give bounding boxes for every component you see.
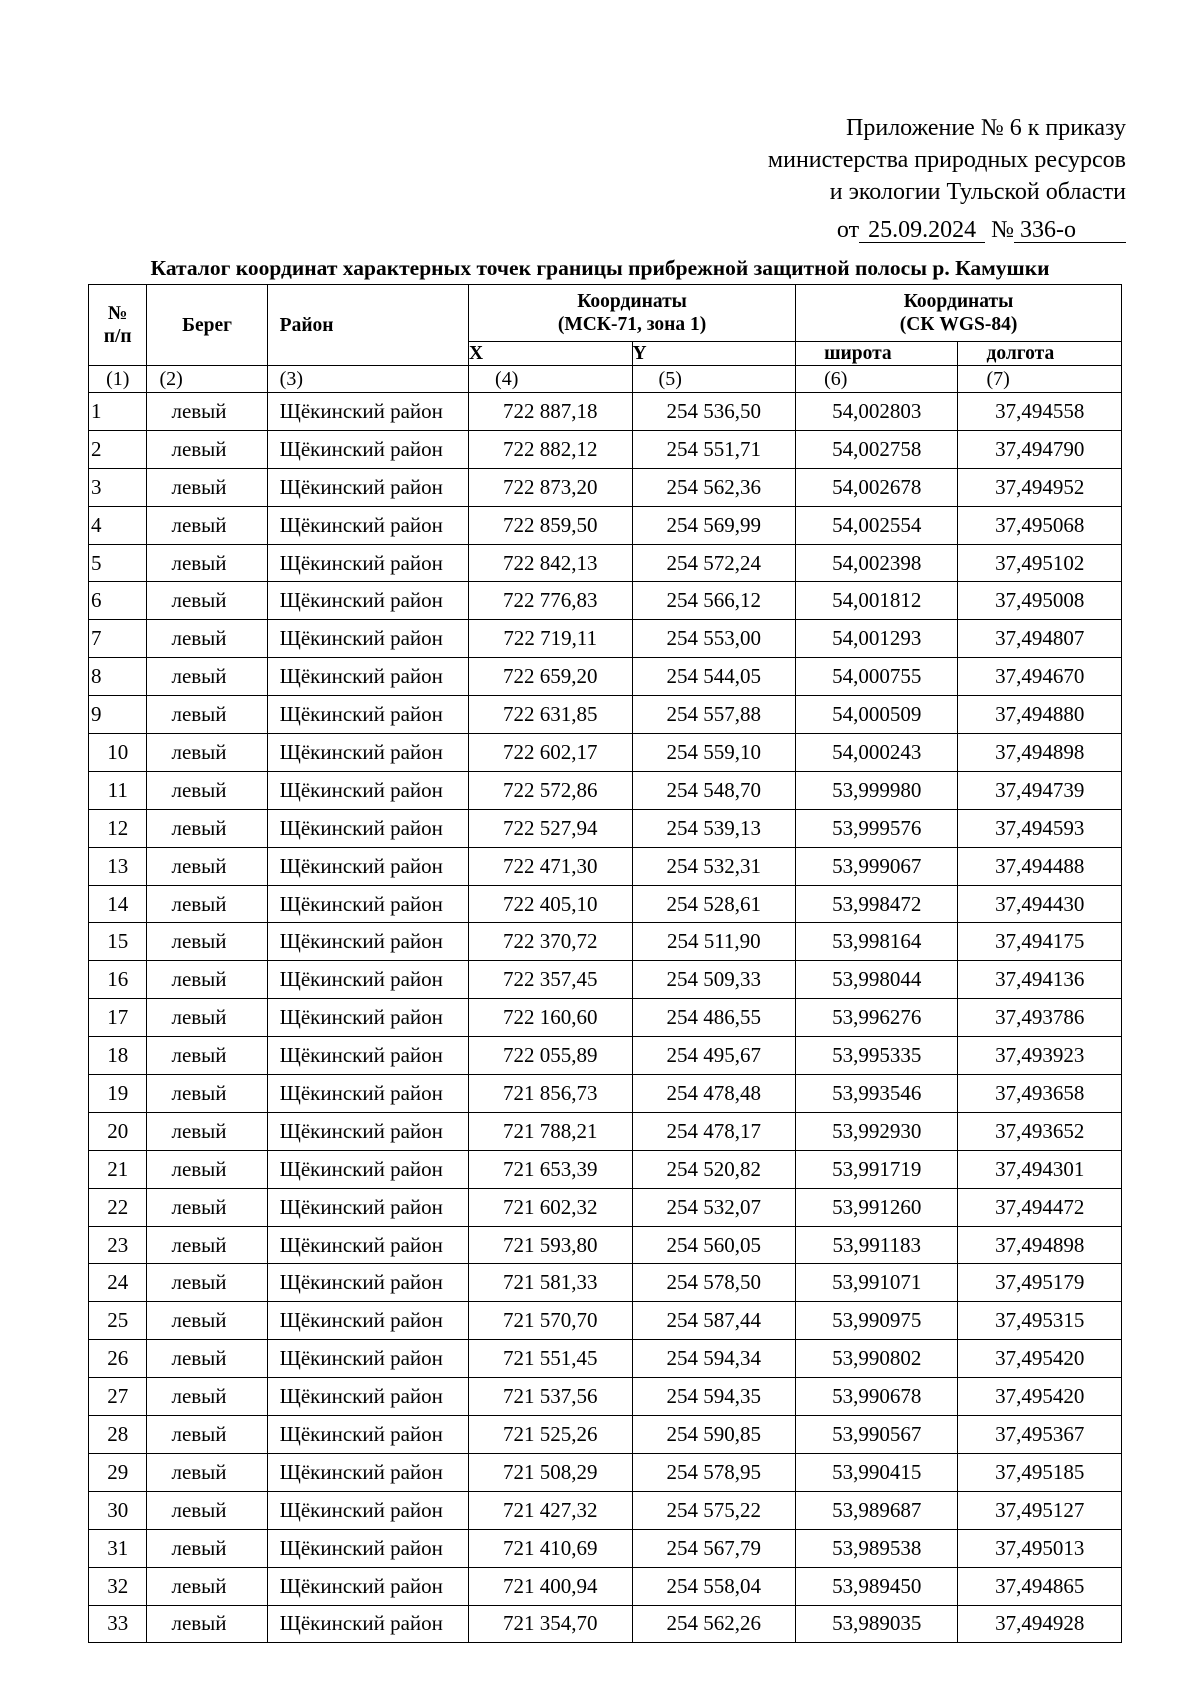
cell-y: 254 567,79 bbox=[632, 1529, 796, 1567]
cell-number: 10 bbox=[89, 734, 147, 772]
table-row bbox=[89, 506, 1122, 544]
cell-district: Щёкинский район bbox=[267, 1605, 468, 1643]
cell-number: 22 bbox=[89, 1188, 147, 1226]
cell-x: 721 400,94 bbox=[469, 1567, 633, 1605]
coordinates-table bbox=[88, 284, 1122, 1643]
table-body bbox=[89, 393, 1122, 1643]
cell-district: Щёкинский район bbox=[267, 809, 468, 847]
cell-bank: левый bbox=[147, 923, 267, 961]
table-row bbox=[89, 771, 1122, 809]
cell-bank: левый bbox=[147, 506, 267, 544]
cell-longitude: 37,494301 bbox=[958, 1150, 1122, 1188]
cell-longitude: 37,494136 bbox=[958, 961, 1122, 999]
cell-number: 32 bbox=[89, 1567, 147, 1605]
cell-longitude: 37,495008 bbox=[958, 582, 1122, 620]
cell-longitude: 37,494807 bbox=[958, 620, 1122, 658]
cell-longitude: 37,493923 bbox=[958, 1037, 1122, 1075]
cell-number: 20 bbox=[89, 1112, 147, 1150]
cell-latitude: 53,991183 bbox=[796, 1226, 958, 1264]
cell-longitude: 37,493658 bbox=[958, 1075, 1122, 1113]
cell-y: 254 528,61 bbox=[632, 885, 796, 923]
table-row bbox=[89, 582, 1122, 620]
cell-number: 25 bbox=[89, 1302, 147, 1340]
cell-bank: левый bbox=[147, 1112, 267, 1150]
cell-district: Щёкинский район bbox=[267, 393, 468, 431]
cell-bank: левый bbox=[147, 1302, 267, 1340]
order-number: 336-о bbox=[1014, 218, 1126, 243]
table-row bbox=[89, 620, 1122, 658]
cell-x: 721 354,70 bbox=[469, 1605, 633, 1643]
cell-latitude: 54,000755 bbox=[796, 658, 958, 696]
cell-latitude: 53,999980 bbox=[796, 771, 958, 809]
cell-latitude: 53,995335 bbox=[796, 1037, 958, 1075]
table-row bbox=[89, 961, 1122, 999]
cell-number: 28 bbox=[89, 1416, 147, 1454]
table-row bbox=[89, 999, 1122, 1037]
table-row bbox=[89, 658, 1122, 696]
cell-x: 722 055,89 bbox=[469, 1037, 633, 1075]
cell-district: Щёкинский район bbox=[267, 468, 468, 506]
document-title: Каталог координат характерных точек границы прибрежной защитной полосы р. Камушки bbox=[150, 256, 1050, 280]
cell-district: Щёкинский район bbox=[267, 1453, 468, 1491]
table-row bbox=[89, 923, 1122, 961]
header-x: X bbox=[469, 342, 633, 366]
header-district: Район bbox=[267, 285, 468, 366]
cell-x: 721 856,73 bbox=[469, 1075, 633, 1113]
cell-longitude: 37,494430 bbox=[958, 885, 1122, 923]
cell-longitude: 37,495185 bbox=[958, 1453, 1122, 1491]
order-reference bbox=[768, 214, 1126, 246]
cell-latitude: 53,996276 bbox=[796, 999, 958, 1037]
cell-longitude: 37,494952 bbox=[958, 468, 1122, 506]
header-line-2: министерства природных ресурсов bbox=[767, 147, 1126, 173]
cell-bank: левый bbox=[147, 468, 267, 506]
cell-y: 254 553,00 bbox=[632, 620, 796, 658]
cell-district: Щёкинский район bbox=[267, 1264, 468, 1302]
cell-bank: левый bbox=[147, 885, 267, 923]
table-row bbox=[89, 1226, 1122, 1264]
table-row bbox=[89, 696, 1122, 734]
cell-y: 254 575,22 bbox=[632, 1491, 796, 1529]
cell-x: 721 788,21 bbox=[469, 1112, 633, 1150]
cell-bank: левый bbox=[147, 1075, 267, 1113]
cell-latitude: 53,989035 bbox=[796, 1605, 958, 1643]
header-lon: долгота bbox=[958, 342, 1122, 366]
cell-longitude: 37,494488 bbox=[958, 847, 1122, 885]
cell-x: 722 357,45 bbox=[469, 961, 633, 999]
cell-number: 9 bbox=[89, 696, 147, 734]
cell-bank: левый bbox=[147, 1453, 267, 1491]
cell-x: 722 527,94 bbox=[469, 809, 633, 847]
cell-x: 722 842,13 bbox=[469, 544, 633, 582]
cell-x: 721 525,26 bbox=[469, 1416, 633, 1454]
cell-bank: левый bbox=[147, 734, 267, 772]
cell-number: 8 bbox=[89, 658, 147, 696]
cell-district: Щёкинский район bbox=[267, 430, 468, 468]
cell-latitude: 53,999067 bbox=[796, 847, 958, 885]
cell-y: 254 544,05 bbox=[632, 658, 796, 696]
cell-y: 254 558,04 bbox=[632, 1567, 796, 1605]
cell-district: Щёкинский район bbox=[267, 961, 468, 999]
table-row bbox=[89, 430, 1122, 468]
cell-y: 254 569,99 bbox=[632, 506, 796, 544]
cell-number: 4 bbox=[89, 506, 147, 544]
cell-number: 3 bbox=[89, 468, 147, 506]
cell-bank: левый bbox=[147, 847, 267, 885]
cell-bank: левый bbox=[147, 1567, 267, 1605]
cell-y: 254 532,31 bbox=[632, 847, 796, 885]
cell-x: 721 537,56 bbox=[469, 1378, 633, 1416]
cell-number: 23 bbox=[89, 1226, 147, 1264]
cell-latitude: 54,002758 bbox=[796, 430, 958, 468]
table-row bbox=[89, 1567, 1122, 1605]
cell-x: 721 570,70 bbox=[469, 1302, 633, 1340]
cell-bank: левый bbox=[147, 1529, 267, 1567]
cell-latitude: 53,998044 bbox=[796, 961, 958, 999]
cell-longitude: 37,494593 bbox=[958, 809, 1122, 847]
cell-longitude: 37,495315 bbox=[958, 1302, 1122, 1340]
cell-number: 12 bbox=[89, 809, 147, 847]
cell-bank: левый bbox=[147, 809, 267, 847]
cell-x: 721 410,69 bbox=[469, 1529, 633, 1567]
header-line-3: и экологии Тульской области bbox=[829, 179, 1126, 205]
cell-longitude: 37,495127 bbox=[958, 1491, 1122, 1529]
cell-latitude: 53,990415 bbox=[796, 1453, 958, 1491]
cell-district: Щёкинский район bbox=[267, 1567, 468, 1605]
cell-bank: левый bbox=[147, 1416, 267, 1454]
cell-y: 254 536,50 bbox=[632, 393, 796, 431]
cell-district: Щёкинский район bbox=[267, 696, 468, 734]
table-row bbox=[89, 1150, 1122, 1188]
cell-bank: левый bbox=[147, 696, 267, 734]
cell-latitude: 53,990567 bbox=[796, 1416, 958, 1454]
cell-bank: левый bbox=[147, 620, 267, 658]
cell-district: Щёкинский район bbox=[267, 582, 468, 620]
table-row bbox=[89, 809, 1122, 847]
cell-x: 722 572,86 bbox=[469, 771, 633, 809]
cell-district: Щёкинский район bbox=[267, 506, 468, 544]
cell-number: 27 bbox=[89, 1378, 147, 1416]
table-row bbox=[89, 1264, 1122, 1302]
cell-number: 33 bbox=[89, 1605, 147, 1643]
cell-number: 11 bbox=[89, 771, 147, 809]
column-index: (5) bbox=[632, 366, 796, 393]
cell-y: 254 594,35 bbox=[632, 1378, 796, 1416]
cell-x: 721 593,80 bbox=[469, 1226, 633, 1264]
cell-latitude: 53,990975 bbox=[796, 1302, 958, 1340]
cell-longitude: 37,494175 bbox=[958, 923, 1122, 961]
cell-number: 2 bbox=[89, 430, 147, 468]
column-index: (4) bbox=[469, 366, 633, 393]
cell-district: Щёкинский район bbox=[267, 734, 468, 772]
cell-x: 721 551,45 bbox=[469, 1340, 633, 1378]
cell-bank: левый bbox=[147, 999, 267, 1037]
cell-y: 254 594,34 bbox=[632, 1340, 796, 1378]
column-index: (1) bbox=[89, 366, 147, 393]
table-row bbox=[89, 1529, 1122, 1567]
cell-number: 14 bbox=[89, 885, 147, 923]
cell-x: 722 859,50 bbox=[469, 506, 633, 544]
table-row bbox=[89, 393, 1122, 431]
cell-y: 254 562,26 bbox=[632, 1605, 796, 1643]
cell-x: 721 581,33 bbox=[469, 1264, 633, 1302]
cell-latitude: 53,998164 bbox=[796, 923, 958, 961]
column-index: (3) bbox=[267, 366, 468, 393]
cell-x: 721 508,29 bbox=[469, 1453, 633, 1491]
order-prefix: от bbox=[836, 217, 860, 243]
cell-y: 254 578,50 bbox=[632, 1264, 796, 1302]
cell-latitude: 54,002803 bbox=[796, 393, 958, 431]
cell-longitude: 37,494670 bbox=[958, 658, 1122, 696]
cell-district: Щёкинский район bbox=[267, 544, 468, 582]
cell-longitude: 37,494865 bbox=[958, 1567, 1122, 1605]
cell-latitude: 54,001293 bbox=[796, 620, 958, 658]
cell-number: 21 bbox=[89, 1150, 147, 1188]
cell-longitude: 37,495420 bbox=[958, 1378, 1122, 1416]
cell-longitude: 37,495367 bbox=[958, 1416, 1122, 1454]
column-index: (2) bbox=[147, 366, 267, 393]
cell-longitude: 37,493786 bbox=[958, 999, 1122, 1037]
cell-latitude: 53,991071 bbox=[796, 1264, 958, 1302]
table-row bbox=[89, 1340, 1122, 1378]
cell-bank: левый bbox=[147, 430, 267, 468]
cell-district: Щёкинский район bbox=[267, 885, 468, 923]
table-row bbox=[89, 468, 1122, 506]
cell-latitude: 53,998472 bbox=[796, 885, 958, 923]
cell-district: Щёкинский район bbox=[267, 771, 468, 809]
cell-number: 13 bbox=[89, 847, 147, 885]
cell-longitude: 37,494790 bbox=[958, 430, 1122, 468]
cell-y: 254 511,90 bbox=[632, 923, 796, 961]
cell-number: 15 bbox=[89, 923, 147, 961]
cell-number: 24 bbox=[89, 1264, 147, 1302]
cell-bank: левый bbox=[147, 1378, 267, 1416]
cell-number: 26 bbox=[89, 1340, 147, 1378]
cell-number: 7 bbox=[89, 620, 147, 658]
cell-y: 254 578,95 bbox=[632, 1453, 796, 1491]
cell-district: Щёкинский район bbox=[267, 1037, 468, 1075]
cell-bank: левый bbox=[147, 658, 267, 696]
cell-district: Щёкинский район bbox=[267, 1491, 468, 1529]
cell-number: 19 bbox=[89, 1075, 147, 1113]
cell-latitude: 53,991719 bbox=[796, 1150, 958, 1188]
cell-bank: левый bbox=[147, 393, 267, 431]
cell-latitude: 54,002398 bbox=[796, 544, 958, 582]
order-number-label: № bbox=[991, 217, 1014, 243]
cell-district: Щёкинский район bbox=[267, 999, 468, 1037]
table-row bbox=[89, 1112, 1122, 1150]
cell-bank: левый bbox=[147, 1340, 267, 1378]
cell-district: Щёкинский район bbox=[267, 620, 468, 658]
header-lat: широта bbox=[796, 342, 958, 366]
header-num: № п/п bbox=[89, 285, 147, 366]
cell-y: 254 548,70 bbox=[632, 771, 796, 809]
table-row bbox=[89, 1605, 1122, 1643]
cell-y: 254 557,88 bbox=[632, 696, 796, 734]
cell-district: Щёкинский район bbox=[267, 923, 468, 961]
table-row bbox=[89, 1453, 1122, 1491]
cell-latitude: 53,992930 bbox=[796, 1112, 958, 1150]
cell-y: 254 572,24 bbox=[632, 544, 796, 582]
cell-bank: левый bbox=[147, 1491, 267, 1529]
cell-district: Щёкинский район bbox=[267, 1340, 468, 1378]
cell-x: 722 160,60 bbox=[469, 999, 633, 1037]
cell-number: 5 bbox=[89, 544, 147, 582]
cell-y: 254 478,17 bbox=[632, 1112, 796, 1150]
cell-x: 721 602,32 bbox=[469, 1188, 633, 1226]
cell-bank: левый bbox=[147, 1188, 267, 1226]
cell-x: 722 602,17 bbox=[469, 734, 633, 772]
cell-bank: левый bbox=[147, 544, 267, 582]
cell-latitude: 53,989538 bbox=[796, 1529, 958, 1567]
table-row bbox=[89, 1416, 1122, 1454]
cell-latitude: 54,001812 bbox=[796, 582, 958, 620]
cell-x: 722 631,85 bbox=[469, 696, 633, 734]
cell-bank: левый bbox=[147, 771, 267, 809]
table-row bbox=[89, 1188, 1122, 1226]
cell-y: 254 539,13 bbox=[632, 809, 796, 847]
cell-longitude: 37,493652 bbox=[958, 1112, 1122, 1150]
cell-bank: левый bbox=[147, 1150, 267, 1188]
cell-bank: левый bbox=[147, 1264, 267, 1302]
cell-latitude: 54,000243 bbox=[796, 734, 958, 772]
cell-x: 721 653,39 bbox=[469, 1150, 633, 1188]
table-row bbox=[89, 1491, 1122, 1529]
cell-y: 254 559,10 bbox=[632, 734, 796, 772]
table-row bbox=[89, 885, 1122, 923]
cell-y: 254 590,85 bbox=[632, 1416, 796, 1454]
cell-latitude: 53,990678 bbox=[796, 1378, 958, 1416]
cell-latitude: 53,989687 bbox=[796, 1491, 958, 1529]
cell-number: 6 bbox=[89, 582, 147, 620]
cell-latitude: 53,993546 bbox=[796, 1075, 958, 1113]
cell-longitude: 37,494928 bbox=[958, 1605, 1122, 1643]
cell-district: Щёкинский район bbox=[267, 1416, 468, 1454]
cell-y: 254 486,55 bbox=[632, 999, 796, 1037]
cell-district: Щёкинский район bbox=[267, 1150, 468, 1188]
cell-number: 31 bbox=[89, 1529, 147, 1567]
cell-x: 722 659,20 bbox=[469, 658, 633, 696]
cell-longitude: 37,495420 bbox=[958, 1340, 1122, 1378]
cell-latitude: 54,002554 bbox=[796, 506, 958, 544]
cell-y: 254 532,07 bbox=[632, 1188, 796, 1226]
cell-bank: левый bbox=[147, 961, 267, 999]
cell-longitude: 37,495102 bbox=[958, 544, 1122, 582]
table-row bbox=[89, 847, 1122, 885]
column-index: (6) bbox=[796, 366, 958, 393]
header-y: Y bbox=[632, 342, 796, 366]
cell-bank: левый bbox=[147, 1226, 267, 1264]
cell-district: Щёкинский район bbox=[267, 847, 468, 885]
header-line-1: Приложение № 6 к приказу bbox=[846, 115, 1126, 141]
cell-district: Щёкинский район bbox=[267, 1226, 468, 1264]
order-date: 25.09.2024 bbox=[859, 218, 985, 243]
cell-latitude: 53,991260 bbox=[796, 1188, 958, 1226]
cell-longitude: 37,495068 bbox=[958, 506, 1122, 544]
header-coords-wgs: Координаты (СК WGS-84) bbox=[796, 285, 1122, 342]
cell-bank: левый bbox=[147, 1605, 267, 1643]
cell-district: Щёкинский район bbox=[267, 1378, 468, 1416]
document-header bbox=[768, 112, 1126, 246]
cell-number: 30 bbox=[89, 1491, 147, 1529]
cell-longitude: 37,494472 bbox=[958, 1188, 1122, 1226]
header-coords-msk: Координаты (МСК-71, зона 1) bbox=[469, 285, 796, 342]
cell-district: Щёкинский район bbox=[267, 1302, 468, 1340]
cell-district: Щёкинский район bbox=[267, 1075, 468, 1113]
table-row bbox=[89, 734, 1122, 772]
cell-latitude: 53,999576 bbox=[796, 809, 958, 847]
cell-y: 254 587,44 bbox=[632, 1302, 796, 1340]
table-row bbox=[89, 1037, 1122, 1075]
cell-x: 722 776,83 bbox=[469, 582, 633, 620]
cell-x: 722 370,72 bbox=[469, 923, 633, 961]
table-row bbox=[89, 1378, 1122, 1416]
cell-latitude: 54,002678 bbox=[796, 468, 958, 506]
cell-latitude: 53,989450 bbox=[796, 1567, 958, 1605]
column-index: (7) bbox=[958, 366, 1122, 393]
table-row bbox=[89, 1075, 1122, 1113]
cell-district: Щёкинский район bbox=[267, 1112, 468, 1150]
cell-district: Щёкинский район bbox=[267, 658, 468, 696]
cell-x: 721 427,32 bbox=[469, 1491, 633, 1529]
cell-number: 18 bbox=[89, 1037, 147, 1075]
cell-longitude: 37,495013 bbox=[958, 1529, 1122, 1567]
cell-y: 254 478,48 bbox=[632, 1075, 796, 1113]
cell-longitude: 37,494898 bbox=[958, 1226, 1122, 1264]
cell-district: Щёкинский район bbox=[267, 1188, 468, 1226]
cell-number: 29 bbox=[89, 1453, 147, 1491]
cell-y: 254 562,36 bbox=[632, 468, 796, 506]
cell-longitude: 37,495179 bbox=[958, 1264, 1122, 1302]
cell-bank: левый bbox=[147, 1037, 267, 1075]
cell-number: 17 bbox=[89, 999, 147, 1037]
cell-number: 1 bbox=[89, 393, 147, 431]
cell-longitude: 37,494739 bbox=[958, 771, 1122, 809]
cell-x: 722 719,11 bbox=[469, 620, 633, 658]
cell-y: 254 566,12 bbox=[632, 582, 796, 620]
cell-x: 722 887,18 bbox=[469, 393, 633, 431]
cell-district: Щёкинский район bbox=[267, 1529, 468, 1567]
cell-x: 722 882,12 bbox=[469, 430, 633, 468]
column-index-row bbox=[89, 366, 1122, 393]
cell-latitude: 54,000509 bbox=[796, 696, 958, 734]
cell-y: 254 551,71 bbox=[632, 430, 796, 468]
table-row bbox=[89, 544, 1122, 582]
cell-bank: левый bbox=[147, 582, 267, 620]
cell-y: 254 520,82 bbox=[632, 1150, 796, 1188]
cell-y: 254 509,33 bbox=[632, 961, 796, 999]
cell-longitude: 37,494558 bbox=[958, 393, 1122, 431]
cell-y: 254 560,05 bbox=[632, 1226, 796, 1264]
cell-longitude: 37,494898 bbox=[958, 734, 1122, 772]
header-bank: Берег bbox=[147, 285, 267, 366]
cell-x: 722 405,10 bbox=[469, 885, 633, 923]
cell-number: 16 bbox=[89, 961, 147, 999]
cell-x: 722 873,20 bbox=[469, 468, 633, 506]
cell-x: 722 471,30 bbox=[469, 847, 633, 885]
cell-latitude: 53,990802 bbox=[796, 1340, 958, 1378]
cell-longitude: 37,494880 bbox=[958, 696, 1122, 734]
table-row bbox=[89, 1302, 1122, 1340]
cell-y: 254 495,67 bbox=[632, 1037, 796, 1075]
